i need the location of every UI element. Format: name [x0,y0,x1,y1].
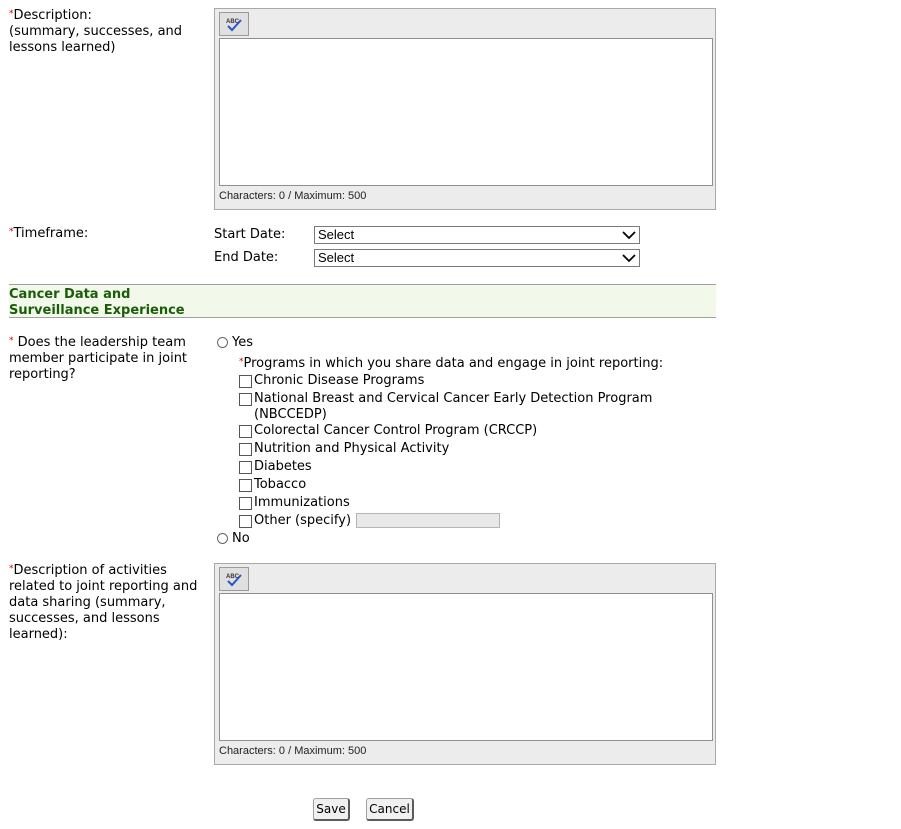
abc-spellcheck-icon [225,16,243,32]
programs-label: *Programs in which you share data and engage in joint reporting: [239,356,664,371]
start-date-select[interactable] [314,226,640,244]
chevron-down-icon [622,230,636,240]
checkbox-chronic-disease[interactable] [239,375,252,388]
checkbox-nutrition[interactable] [239,443,252,456]
chevron-down-icon [622,253,636,263]
no-label: No [232,531,250,546]
end-date-value: Select [318,250,355,265]
activities-editor [214,563,716,765]
label-other: Other (specify) [254,513,352,528]
no-radio[interactable] [217,533,228,544]
section-header [9,284,716,318]
required-marker: * [9,9,14,19]
checkbox-nbccedp[interactable] [239,393,252,406]
activities-label: *Description of activities related to joint reporting and data sharing (summary, successes, and lessons learned): [9,563,198,642]
label-nutrition: Nutrition and Physical Activity [254,441,450,456]
label-chronic-disease: Chronic Disease Programs [254,373,425,388]
label-crccp: Colorectal Cancer Control Program (CRCCP) [254,423,538,438]
svg-text:ABC: ABC [226,574,239,580]
description-textarea[interactable] [219,38,713,186]
start-date-value: Select [318,227,355,242]
required-marker: * [239,357,244,367]
checkbox-immunizations[interactable] [239,497,252,510]
label-immunizations: Immunizations [254,495,350,510]
abc-spellcheck-icon [225,571,243,587]
label-tobacco: Tobacco [254,477,307,492]
other-specify-input[interactable] [356,513,500,528]
timeframe-label: *Timeframe: [9,226,89,241]
section-title: Cancer Data and Surveillance Experience [9,287,185,318]
svg-text:ABC: ABC [226,19,239,25]
description-label: *Description: (summary, successes, and lessons learned) [9,8,183,55]
required-marker: * [9,227,14,237]
description-char-count: Characters: 0 / Maximum: 500 [219,190,367,202]
yes-radio[interactable] [217,337,228,348]
start-date-label: Start Date: [214,227,286,242]
end-date-label: End Date: [214,250,279,265]
joint-reporting-question: * Does the leadership team member participate in joint reporting? [9,335,188,382]
end-date-select[interactable] [314,249,640,267]
spellcheck-button[interactable] [219,567,249,591]
yes-label: Yes [232,335,253,350]
description-editor [214,8,716,210]
checkbox-diabetes[interactable] [239,461,252,474]
spellcheck-button[interactable] [219,12,249,36]
required-marker: * [9,336,14,346]
required-marker: * [9,564,14,574]
checkbox-tobacco[interactable] [239,479,252,492]
activities-textarea[interactable] [219,593,713,741]
label-diabetes: Diabetes [254,459,312,474]
save-button[interactable]: Save [313,798,350,821]
activities-char-count: Characters: 0 / Maximum: 500 [219,745,367,757]
cancel-button[interactable]: Cancel [366,798,414,821]
description-sublabel: (summary, successes, and lessons learned) [9,24,183,55]
checkbox-crccp[interactable] [239,425,252,438]
label-nbccedp: National Breast and Cervical Cancer Early Detection Program (NBCCEDP) [254,391,653,422]
checkbox-other[interactable] [239,515,252,528]
